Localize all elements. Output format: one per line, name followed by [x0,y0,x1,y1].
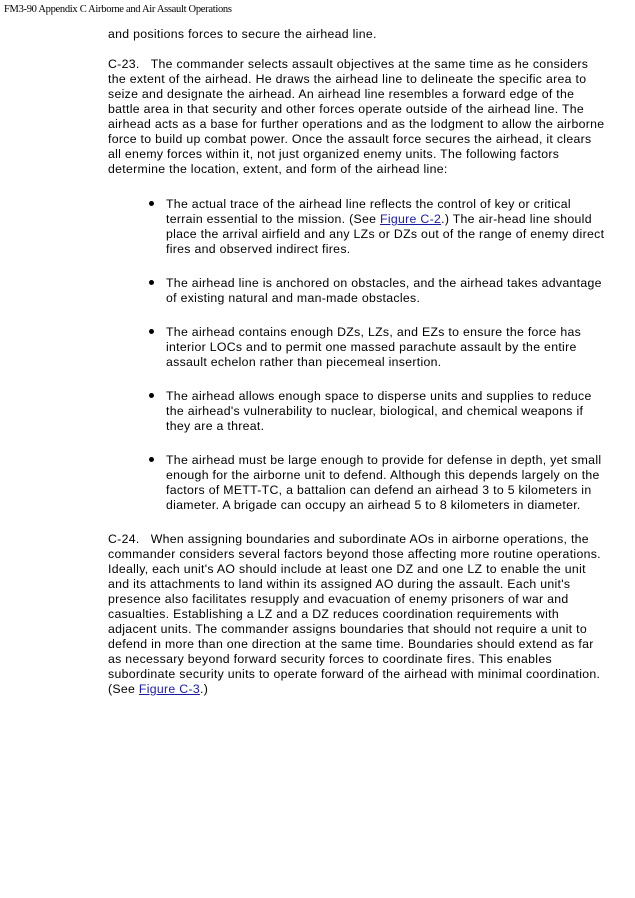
list-item-text: The actual trace of the airhead line reflects the control of key or critical terrain essential to the mission. (See [166,197,571,226]
paragraph-c23-text: The commander selects assault objectives at the same time as he considers the extent of the airhead. He draws the airhead line to delineate the specific area to seize and designate the airhead. An airhead line resembles a forward edge of the battle area in that security and other forces operate outside of the airhead line. The airhead acts as a base for further operations and as the lodgment to allow the airborne force to build up combat power. Once the assault force secures the airhead, it clears all enemy forces within it, not just organized enemy units. The following factors determine the location, extent, and form of the airhead line: [108,57,605,176]
bullet-icon [149,393,154,398]
running-head: FM3-90 Appendix C Airborne and Air Assault Operations [4,4,232,15]
list-item [108,325,606,370]
list-item-text: The airhead contains enough DZs, LZs, and EZs to ensure the force has interior LOCs and to permit one massed parachute assault by the entire assault echelon rather than piecemeal insertion. [166,325,582,369]
figure-c2-link[interactable]: Figure C-2 [380,212,442,226]
list-item [108,197,606,257]
paragraph-c24-tail: .) [200,682,209,696]
list-item-text: .) The air-head line should place the arrival airfield and any LZs or DZs out of the range of enemy direct fires and observed indirect fires. [166,212,605,256]
bullet-icon [149,280,154,285]
paragraph-c23 [108,57,606,177]
paragraph-number-c24: C-24. [108,532,140,546]
list-item-text: The airhead allows enough space to disperse units and supplies to reduce the airhead's vulnerability to nuclear, biological, and chemical weapons if they are a threat. [166,389,592,433]
bullet-icon [149,329,154,334]
paragraph-c24 [108,532,606,697]
factors-list [108,197,606,513]
bullet-icon [149,201,154,206]
intro-line: and positions forces to secure the airhead line. [108,27,377,41]
figure-c3-link[interactable]: Figure C-3 [138,682,200,696]
list-item [108,389,606,434]
document-body [108,27,606,697]
list-item-text: The airhead must be large enough to provide for defense in depth, yet small enough for the airborne unit to defend. Although this depends largely on the factors of METT-TC, a battalion can defend an airhead 3 to 5 kilometers in diameter. A brigade can occupy an airhead 5 to 8 kilometers in diameter. [166,453,602,512]
list-item-text: The airhead line is anchored on obstacles, and the airhead takes advantage of existing natural and man-made obstacles. [166,276,602,305]
list-item [108,453,606,513]
paragraph-c24-text: When assigning boundaries and subordinate AOs in airborne operations, the commander considers several factors beyond those affecting more routine operations. Ideally, each unit's AO should include at least one DZ and one LZ to enable the unit and its attachments to land within its assigned AO during the assault. Each unit's presence also facilitates resupply and evacuation of enemy prisoners of war and casualties. Establishing a LZ and a DZ reduces coordination requirements with adjacent units. The commander assigns boundaries that should not require a unit to defend in more than one direction at the same time. Boundaries should extend as far as necessary beyond forward security forces to coordinate fires. This enables subordinate security units to operate forward of the airhead with minimal coordination. (See [108,532,601,696]
list-item [108,276,606,306]
bullet-icon [149,457,154,462]
paragraph-number-c23: C-23. [108,57,140,71]
